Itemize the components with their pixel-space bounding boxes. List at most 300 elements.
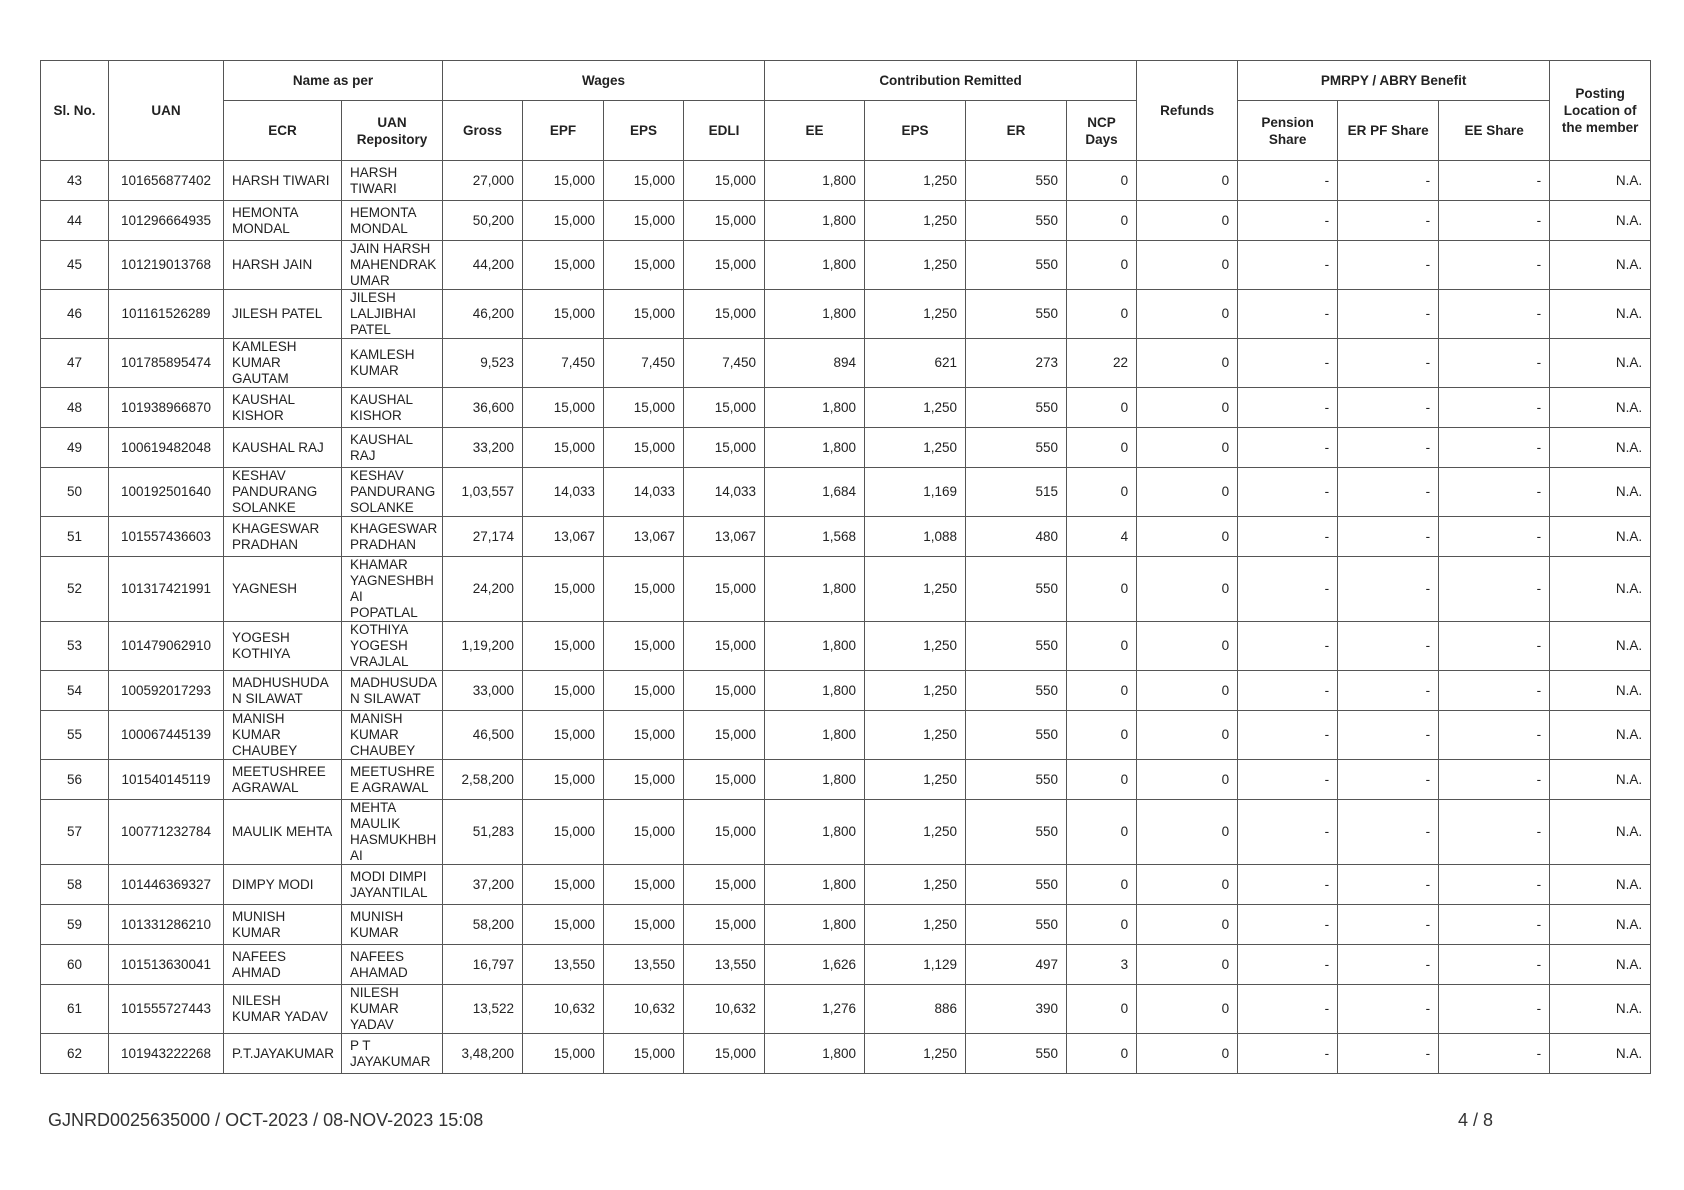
cell-ee-share: - [1439,800,1550,865]
cell-eps: 15,000 [604,290,684,339]
cell-er-pf-share: - [1338,468,1439,517]
cell-posting-location: N.A. [1550,1034,1651,1074]
table-row [41,339,1651,388]
cell-ecr-name: KHAGESWAR PRADHAN [224,517,342,557]
cell-pension-share: - [1238,201,1338,241]
cell-ee-share: - [1439,557,1550,622]
cell-ee-share: - [1439,161,1550,201]
cell-ee-share: - [1439,517,1550,557]
cell-eps: 15,000 [604,201,684,241]
cell-epf: 15,000 [523,557,604,622]
cell-uan-repository-name: MANISH KUMAR CHAUBEY [342,711,443,760]
cell-eps: 15,000 [604,760,684,800]
cell-posting-location: N.A. [1550,557,1651,622]
cell-pension-share: - [1238,711,1338,760]
cell-eps: 15,000 [604,241,684,290]
cell-uan: 100192501640 [109,468,224,517]
table-row [41,800,1651,865]
cell-eps-contribution: 1,250 [865,905,966,945]
cell-sl-no: 61 [41,985,109,1034]
cell-er-pf-share: - [1338,517,1439,557]
cell-posting-location: N.A. [1550,945,1651,985]
cell-epf: 15,000 [523,1034,604,1074]
cell-ncp-days: 0 [1067,760,1137,800]
cell-ee-share: - [1439,671,1550,711]
table-row [41,760,1651,800]
cell-posting-location: N.A. [1550,905,1651,945]
cell-ecr-name: MAULIK MEHTA [224,800,342,865]
cell-uan: 101785895474 [109,339,224,388]
cell-epf: 7,450 [523,339,604,388]
cell-epf: 15,000 [523,905,604,945]
cell-ee: 1,800 [765,760,865,800]
cell-eps-contribution: 1,250 [865,1034,966,1074]
cell-ncp-days: 0 [1067,865,1137,905]
cell-ee: 1,800 [765,671,865,711]
header-ncp-days: NCP Days [1067,101,1137,161]
table-row [41,201,1651,241]
cell-ee: 1,800 [765,290,865,339]
cell-er: 550 [966,800,1067,865]
cell-pension-share: - [1238,290,1338,339]
cell-uan-repository-name: NILESH KUMAR YADAV [342,985,443,1034]
cell-sl-no: 51 [41,517,109,557]
cell-uan-repository-name: NAFEES AHAMAD [342,945,443,985]
cell-uan: 101656877402 [109,161,224,201]
cell-eps-contribution: 1,250 [865,290,966,339]
cell-ncp-days: 0 [1067,241,1137,290]
cell-er-pf-share: - [1338,985,1439,1034]
cell-er-pf-share: - [1338,671,1439,711]
cell-refunds: 0 [1137,711,1238,760]
cell-er-pf-share: - [1338,557,1439,622]
cell-pension-share: - [1238,760,1338,800]
table-row [41,290,1651,339]
cell-ee-share: - [1439,760,1550,800]
cell-eps: 15,000 [604,800,684,865]
cell-gross: 58,200 [443,905,523,945]
cell-sl-no: 59 [41,905,109,945]
table-row [41,865,1651,905]
cell-edli: 15,000 [684,671,765,711]
table-row [41,161,1651,201]
cell-edli: 15,000 [684,241,765,290]
cell-posting-location: N.A. [1550,161,1651,201]
cell-eps-contribution: 1,250 [865,388,966,428]
cell-eps-contribution: 1,250 [865,671,966,711]
cell-ee: 1,800 [765,241,865,290]
cell-gross: 27,174 [443,517,523,557]
cell-uan-repository-name: KOTHIYA YOGESH VRAJLAL [342,622,443,671]
cell-edli: 15,000 [684,1034,765,1074]
cell-ncp-days: 4 [1067,517,1137,557]
cell-uan: 101219013768 [109,241,224,290]
cell-sl-no: 48 [41,388,109,428]
cell-edli: 15,000 [684,711,765,760]
table-row [41,711,1651,760]
cell-er-pf-share: - [1338,201,1439,241]
cell-edli: 15,000 [684,428,765,468]
cell-refunds: 0 [1137,800,1238,865]
cell-uan: 101446369327 [109,865,224,905]
header-pmrpy-abry-benefit: PMRPY / ABRY Benefit [1238,61,1550,101]
cell-ee-share: - [1439,711,1550,760]
cell-edli: 13,550 [684,945,765,985]
cell-edli: 13,067 [684,517,765,557]
cell-ee: 1,684 [765,468,865,517]
cell-eps-contribution: 1,250 [865,760,966,800]
header-ecr: ECR [224,101,342,161]
cell-ee-share: - [1439,865,1550,905]
cell-sl-no: 57 [41,800,109,865]
header-ee: EE [765,101,865,161]
cell-ncp-days: 0 [1067,201,1137,241]
cell-er: 550 [966,557,1067,622]
cell-gross: 3,48,200 [443,1034,523,1074]
cell-ecr-name: P.T.JAYAKUMAR [224,1034,342,1074]
table-row [41,557,1651,622]
cell-epf: 14,033 [523,468,604,517]
cell-eps: 15,000 [604,711,684,760]
header-contribution-remitted: Contribution Remitted [765,61,1137,101]
cell-gross: 50,200 [443,201,523,241]
cell-eps: 10,632 [604,985,684,1034]
cell-ee: 1,800 [765,865,865,905]
cell-uan-repository-name: JAIN HARSH MAHENDRAK UMAR [342,241,443,290]
cell-er: 550 [966,1034,1067,1074]
cell-ee: 1,800 [765,557,865,622]
cell-ecr-name: KAUSHAL RAJ [224,428,342,468]
cell-er-pf-share: - [1338,711,1439,760]
cell-ee-share: - [1439,945,1550,985]
cell-uan: 101161526289 [109,290,224,339]
cell-sl-no: 62 [41,1034,109,1074]
cell-posting-location: N.A. [1550,800,1651,865]
cell-uan-repository-name: MUNISH KUMAR [342,905,443,945]
cell-ecr-name: KAUSHAL KISHOR [224,388,342,428]
cell-uan: 100592017293 [109,671,224,711]
cell-ecr-name: YAGNESH [224,557,342,622]
cell-epf: 15,000 [523,290,604,339]
cell-posting-location: N.A. [1550,339,1651,388]
cell-pension-share: - [1238,1034,1338,1074]
cell-uan-repository-name: KAUSHAL KISHOR [342,388,443,428]
cell-gross: 1,19,200 [443,622,523,671]
cell-sl-no: 49 [41,428,109,468]
cell-ee: 1,800 [765,711,865,760]
cell-ecr-name: NILESH KUMAR YADAV [224,985,342,1034]
cell-pension-share: - [1238,865,1338,905]
table-row [41,517,1651,557]
cell-ncp-days: 22 [1067,339,1137,388]
cell-posting-location: N.A. [1550,290,1651,339]
cell-er-pf-share: - [1338,388,1439,428]
cell-gross: 33,200 [443,428,523,468]
cell-ee-share: - [1439,905,1550,945]
cell-eps-contribution: 1,250 [865,800,966,865]
cell-eps: 15,000 [604,161,684,201]
cell-ncp-days: 0 [1067,557,1137,622]
cell-uan: 101540145119 [109,760,224,800]
cell-eps-contribution: 621 [865,339,966,388]
cell-posting-location: N.A. [1550,760,1651,800]
cell-uan-repository-name: MADHUSUDA N SILAWAT [342,671,443,711]
cell-refunds: 0 [1137,671,1238,711]
cell-posting-location: N.A. [1550,622,1651,671]
cell-ecr-name: NAFEES AHMAD [224,945,342,985]
cell-er-pf-share: - [1338,622,1439,671]
cell-er: 390 [966,985,1067,1034]
cell-eps-contribution: 1,250 [865,711,966,760]
cell-sl-no: 56 [41,760,109,800]
cell-ee: 1,800 [765,905,865,945]
cell-eps: 15,000 [604,865,684,905]
cell-refunds: 0 [1137,468,1238,517]
cell-pension-share: - [1238,622,1338,671]
cell-er: 480 [966,517,1067,557]
cell-ncp-days: 0 [1067,985,1137,1034]
cell-edli: 15,000 [684,760,765,800]
header-uan-repository: UAN Repository [342,101,443,161]
cell-ee: 1,276 [765,985,865,1034]
cell-eps-contribution: 1,250 [865,865,966,905]
cell-ee: 1,800 [765,800,865,865]
cell-ee-share: - [1439,1034,1550,1074]
header-er: ER [966,101,1067,161]
cell-eps-contribution: 1,169 [865,468,966,517]
cell-refunds: 0 [1137,339,1238,388]
cell-ncp-days: 0 [1067,161,1137,201]
cell-sl-no: 47 [41,339,109,388]
table-row [41,388,1651,428]
cell-er-pf-share: - [1338,1034,1439,1074]
cell-eps-contribution: 1,088 [865,517,966,557]
cell-eps: 13,550 [604,945,684,985]
cell-uan-repository-name: JILESH LALJIBHAI PATEL [342,290,443,339]
header-er-pf-share: ER PF Share [1338,101,1439,161]
cell-ncp-days: 0 [1067,905,1137,945]
cell-ee: 1,800 [765,201,865,241]
cell-gross: 36,600 [443,388,523,428]
cell-ee: 1,800 [765,622,865,671]
cell-uan: 101513630041 [109,945,224,985]
cell-ecr-name: MUNISH KUMAR [224,905,342,945]
cell-edli: 14,033 [684,468,765,517]
header-pension-share: Pension Share [1238,101,1338,161]
cell-uan-repository-name: MODI DIMPI JAYANTILAL [342,865,443,905]
cell-uan-repository-name: KAUSHAL RAJ [342,428,443,468]
cell-sl-no: 46 [41,290,109,339]
cell-gross: 44,200 [443,241,523,290]
cell-ee-share: - [1439,290,1550,339]
table-header [41,61,1651,161]
cell-eps-contribution: 886 [865,985,966,1034]
cell-pension-share: - [1238,671,1338,711]
cell-ee: 1,800 [765,428,865,468]
table-row [41,905,1651,945]
header-edli: EDLI [684,101,765,161]
cell-eps-contribution: 1,250 [865,241,966,290]
cell-posting-location: N.A. [1550,388,1651,428]
cell-epf: 15,000 [523,201,604,241]
cell-posting-location: N.A. [1550,517,1651,557]
cell-er-pf-share: - [1338,161,1439,201]
cell-er-pf-share: - [1338,865,1439,905]
cell-ee: 1,800 [765,161,865,201]
cell-ecr-name: HARSH JAIN [224,241,342,290]
header-posting-location: Posting Location of the member [1550,61,1651,161]
cell-posting-location: N.A. [1550,241,1651,290]
cell-ee-share: - [1439,241,1550,290]
cell-er: 550 [966,622,1067,671]
cell-posting-location: N.A. [1550,201,1651,241]
cell-uan: 100619482048 [109,428,224,468]
cell-er-pf-share: - [1338,241,1439,290]
cell-epf: 15,000 [523,865,604,905]
cell-er: 550 [966,241,1067,290]
cell-uan-repository-name: KAMLESH KUMAR [342,339,443,388]
cell-er: 550 [966,760,1067,800]
cell-uan-repository-name: KHAGESWAR PRADHAN [342,517,443,557]
cell-gross: 16,797 [443,945,523,985]
cell-eps: 14,033 [604,468,684,517]
cell-eps-contribution: 1,250 [865,201,966,241]
cell-ncp-days: 0 [1067,622,1137,671]
cell-refunds: 0 [1137,865,1238,905]
cell-eps-contribution: 1,250 [865,161,966,201]
cell-edli: 15,000 [684,557,765,622]
cell-eps: 15,000 [604,671,684,711]
cell-epf: 13,067 [523,517,604,557]
cell-posting-location: N.A. [1550,865,1651,905]
table-row [41,671,1651,711]
cell-ecr-name: YOGESH KOTHIYA [224,622,342,671]
cell-posting-location: N.A. [1550,671,1651,711]
cell-ee-share: - [1439,468,1550,517]
contribution-table [40,60,1651,1074]
cell-edli: 10,632 [684,985,765,1034]
cell-sl-no: 50 [41,468,109,517]
cell-uan: 101479062910 [109,622,224,671]
header-wages: Wages [443,61,765,101]
cell-uan: 101555727443 [109,985,224,1034]
cell-uan-repository-name: P T JAYAKUMAR [342,1034,443,1074]
header-gross: Gross [443,101,523,161]
cell-sl-no: 54 [41,671,109,711]
cell-epf: 15,000 [523,622,604,671]
table-row [41,428,1651,468]
cell-sl-no: 44 [41,201,109,241]
cell-edli: 15,000 [684,161,765,201]
cell-ee-share: - [1439,985,1550,1034]
cell-uan: 101296664935 [109,201,224,241]
cell-refunds: 0 [1137,985,1238,1034]
cell-ecr-name: MADHUSHUDA N SILAWAT [224,671,342,711]
cell-ncp-days: 0 [1067,711,1137,760]
cell-ecr-name: HARSH TIWARI [224,161,342,201]
cell-epf: 15,000 [523,388,604,428]
cell-ecr-name: MEETUSHREE AGRAWAL [224,760,342,800]
cell-epf: 15,000 [523,760,604,800]
cell-pension-share: - [1238,517,1338,557]
cell-er: 550 [966,388,1067,428]
cell-ncp-days: 3 [1067,945,1137,985]
cell-gross: 1,03,557 [443,468,523,517]
cell-uan: 101943222268 [109,1034,224,1074]
header-eps-contribution: EPS [865,101,966,161]
cell-er: 550 [966,865,1067,905]
table-body [41,161,1651,1074]
cell-ee: 1,800 [765,1034,865,1074]
cell-ncp-days: 0 [1067,468,1137,517]
cell-eps: 15,000 [604,905,684,945]
cell-ee: 1,626 [765,945,865,985]
cell-ecr-name: KESHAV PANDURANG SOLANKE [224,468,342,517]
cell-pension-share: - [1238,161,1338,201]
cell-ee-share: - [1439,622,1550,671]
cell-pension-share: - [1238,428,1338,468]
cell-refunds: 0 [1137,622,1238,671]
cell-pension-share: - [1238,388,1338,428]
cell-er: 497 [966,945,1067,985]
header-name-as-per: Name as per [224,61,443,101]
cell-refunds: 0 [1137,161,1238,201]
cell-epf: 15,000 [523,161,604,201]
cell-ee-share: - [1439,388,1550,428]
cell-ncp-days: 0 [1067,428,1137,468]
cell-er: 550 [966,711,1067,760]
cell-refunds: 0 [1137,760,1238,800]
cell-epf: 15,000 [523,671,604,711]
cell-edli: 15,000 [684,201,765,241]
cell-refunds: 0 [1137,517,1238,557]
cell-uan-repository-name: HARSH TIWARI [342,161,443,201]
cell-ee: 1,568 [765,517,865,557]
cell-edli: 15,000 [684,800,765,865]
cell-pension-share: - [1238,241,1338,290]
cell-uan-repository-name: MEHTA MAULIK HASMUKHBH AI [342,800,443,865]
cell-gross: 46,500 [443,711,523,760]
cell-eps-contribution: 1,129 [865,945,966,985]
cell-sl-no: 60 [41,945,109,985]
cell-epf: 15,000 [523,241,604,290]
cell-epf: 15,000 [523,711,604,760]
cell-sl-no: 45 [41,241,109,290]
cell-epf: 13,550 [523,945,604,985]
cell-uan: 101557436603 [109,517,224,557]
header-sl-no: Sl. No. [41,61,109,161]
cell-eps-contribution: 1,250 [865,557,966,622]
header-uan: UAN [109,61,224,161]
cell-ee-share: - [1439,201,1550,241]
cell-uan-repository-name: KHAMAR YAGNESHBH AI POPATLAL [342,557,443,622]
table-row [41,622,1651,671]
cell-eps: 15,000 [604,388,684,428]
cell-ncp-days: 0 [1067,388,1137,428]
cell-eps: 15,000 [604,428,684,468]
cell-er: 550 [966,290,1067,339]
cell-uan: 101331286210 [109,905,224,945]
cell-pension-share: - [1238,468,1338,517]
cell-eps: 13,067 [604,517,684,557]
cell-refunds: 0 [1137,1034,1238,1074]
cell-epf: 10,632 [523,985,604,1034]
cell-pension-share: - [1238,945,1338,985]
cell-er-pf-share: - [1338,339,1439,388]
cell-ncp-days: 0 [1067,1034,1137,1074]
cell-er: 273 [966,339,1067,388]
cell-ncp-days: 0 [1067,290,1137,339]
